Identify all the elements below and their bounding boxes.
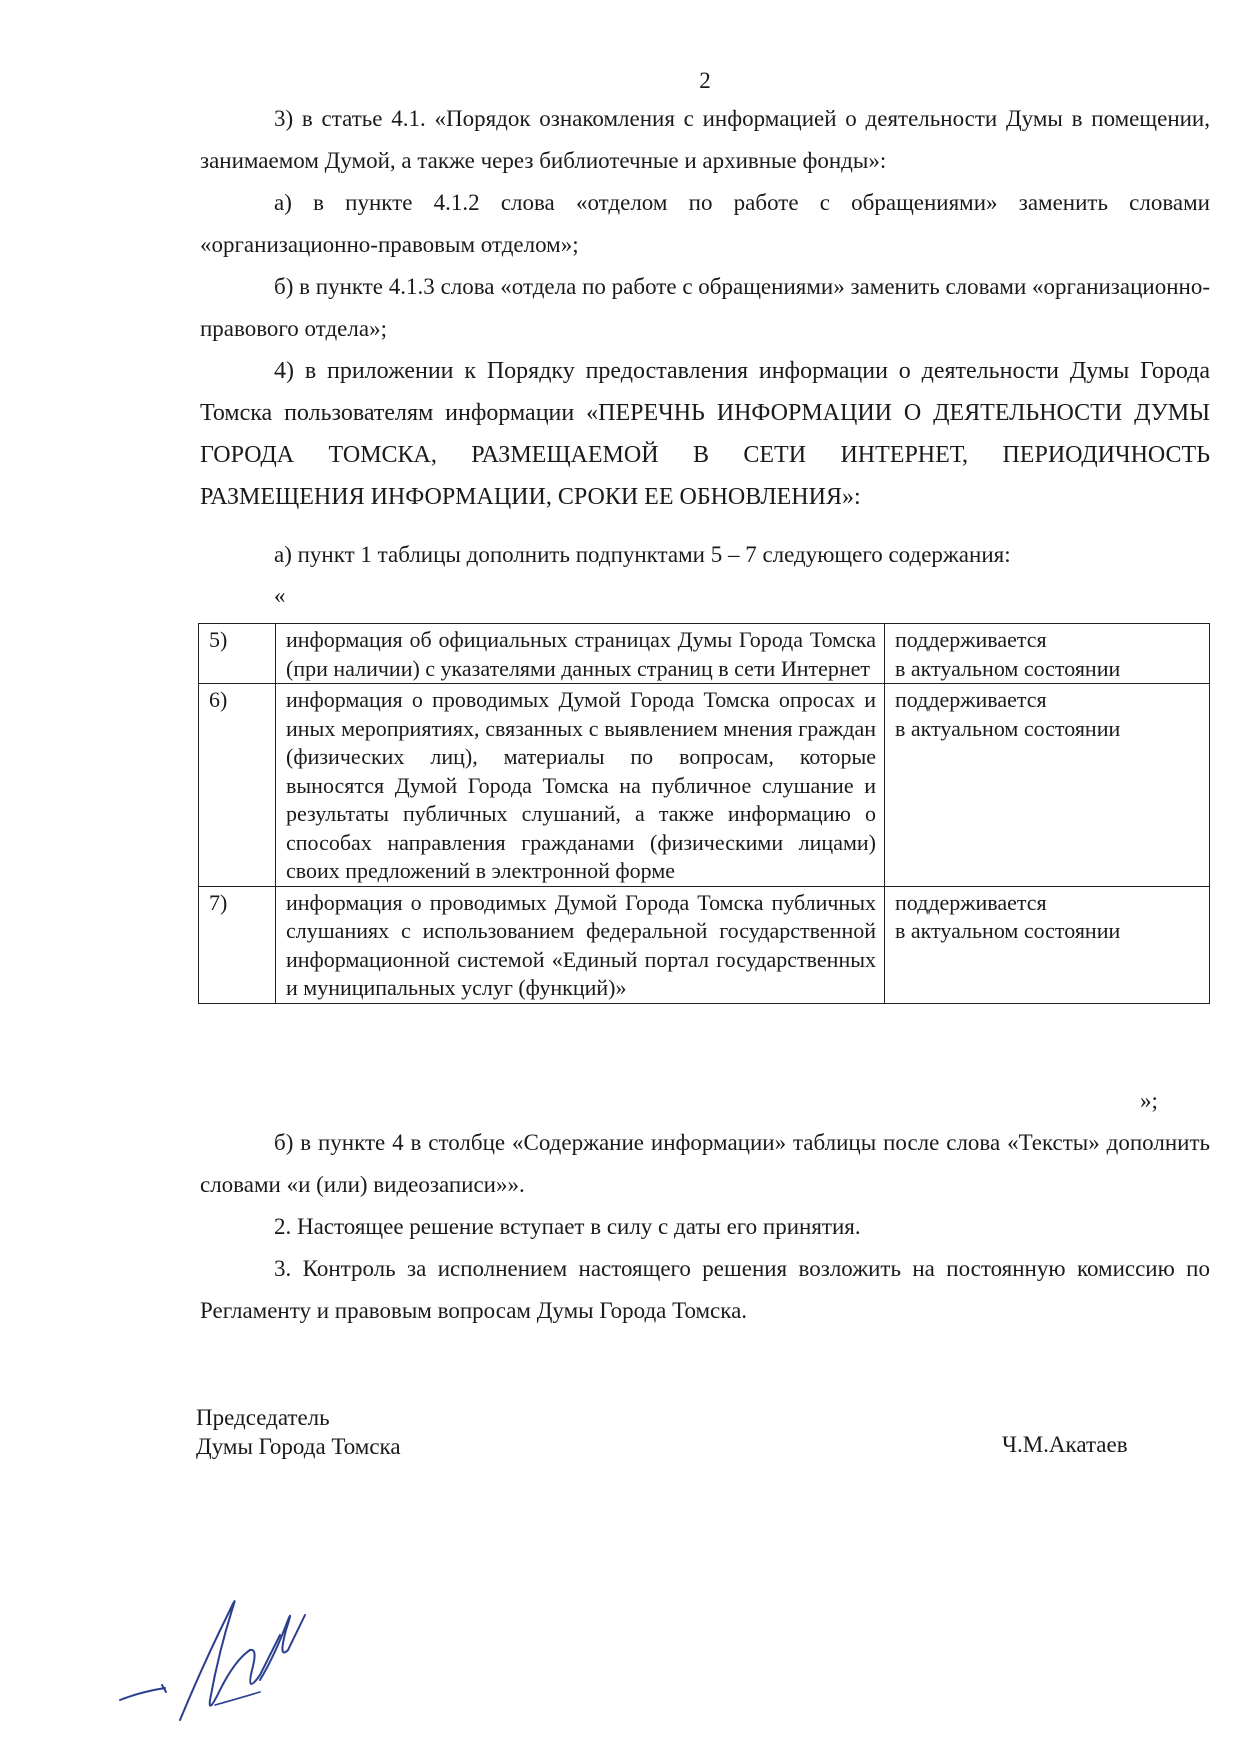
signatory-title-line-2: Думы Города Томска — [196, 1434, 401, 1459]
row-number: 6) — [199, 684, 276, 887]
row-frequency — [885, 886, 1210, 1003]
handwritten-signature — [110, 1580, 350, 1730]
signatory-title-line-1: Председатель — [196, 1405, 330, 1430]
row-frequency — [885, 624, 1210, 684]
signature-stroke — [215, 1692, 260, 1705]
paragraph-item-4-1-2: а) в пункте 4.1.2 слова «отделом по работе с обращениями» заменить словами «организационно-правовым отделом»; — [200, 190, 1210, 257]
table-row — [199, 624, 1210, 684]
row-content: информация об официальных страницах Думы Города Томска (при наличии) с указателями данных страниц в сети Интернет — [276, 624, 885, 684]
row-number: 7) — [199, 886, 276, 1003]
signature-stroke — [260, 1615, 305, 1680]
signature-stroke — [180, 1601, 250, 1720]
paragraph-item-4-b: б) в пункте 4 в столбце «Содержание информации» таблицы после слова «Тексты» дополнить словами «и (или) видеозаписи»». — [200, 1130, 1210, 1197]
paragraph-table-addition: а) пункт 1 таблицы дополнить подпунктами 5 – 7 следующего содержания: — [274, 542, 1011, 567]
quote-close: »; — [1140, 1088, 1158, 1113]
signatory-title — [196, 1403, 401, 1461]
row-content: информация о проводимых Думой Города Томска публичных слушаниях с использованием федеральной государственной информационной системой «Единый портал государственных и муниципальных услуг (функций)» — [276, 886, 885, 1003]
paragraph-control: 3. Контроль за исполнением настоящего решения возложить на постоянную комиссию по Регламенту и правовым вопросам Думы Города Томска. — [200, 1256, 1210, 1323]
frequency-line-2: в актуальном состоянии — [895, 918, 1121, 943]
signatory-name: Ч.М.Акатаев — [1002, 1432, 1128, 1457]
paragraph-item-4-1-3: б) в пункте 4.1.3 слова «отдела по работе с обращениями» заменить словами «организационно-правового отдела»; — [200, 274, 1210, 341]
frequency-line-1: поддерживается — [895, 687, 1047, 712]
amendment-table — [198, 623, 1210, 1004]
frequency-line-2: в актуальном состоянии — [895, 655, 1121, 681]
quote-open: « — [274, 583, 286, 608]
frequency-line-2: в актуальном состоянии — [895, 715, 1121, 741]
frequency-line-1: поддерживается — [895, 627, 1047, 652]
table-row — [199, 886, 1210, 1003]
row-frequency — [885, 684, 1210, 887]
table-row — [199, 684, 1210, 887]
signature-stroke — [120, 1688, 165, 1700]
page-number: 2 — [699, 68, 711, 93]
frequency-line-1: поддерживается — [895, 889, 1047, 915]
paragraph-article-4-1: 3) в статье 4.1. «Порядок ознакомления с информацией о деятельности Думы в помещении, занимаемом Думой, а также через библиотечные и архивные фонды»: — [200, 106, 1210, 173]
paragraph-appendix: 4) в приложении к Порядку предоставления информации о деятельности Думы Города Томска пользователям информации «ПЕРЕЧНЬ ИНФОРМАЦИИ О ДЕЯТЕЛЬНОСТИ ДУМЫ ГОРОДА ТОМСКА, РАЗМЕЩАЕМОЙ В СЕТИ ИНТЕРНЕТ, ПЕРИОДИЧНОСТЬ РАЗМЕЩЕНИЯ ИНФОРМАЦИИ, СРОКИ ЕЕ ОБНОВЛЕНИЯ»: — [200, 358, 1210, 510]
row-number: 5) — [199, 624, 276, 684]
paragraph-effective-date: 2. Настоящее решение вступает в силу с даты его принятия. — [274, 1214, 861, 1239]
signature-stroke — [250, 1635, 280, 1684]
row-content: информация о проводимых Думой Города Томска опросах и иных мероприятиях, связанных с выявлением мнения граждан (физических лиц), материалы по вопросам, которые выносятся Думой Города Томска на публичное слушание и результаты публичных слушаний, а также информацию о способах направления гражданами (физическими лицами) своих предложений в электронной форме — [276, 684, 885, 887]
